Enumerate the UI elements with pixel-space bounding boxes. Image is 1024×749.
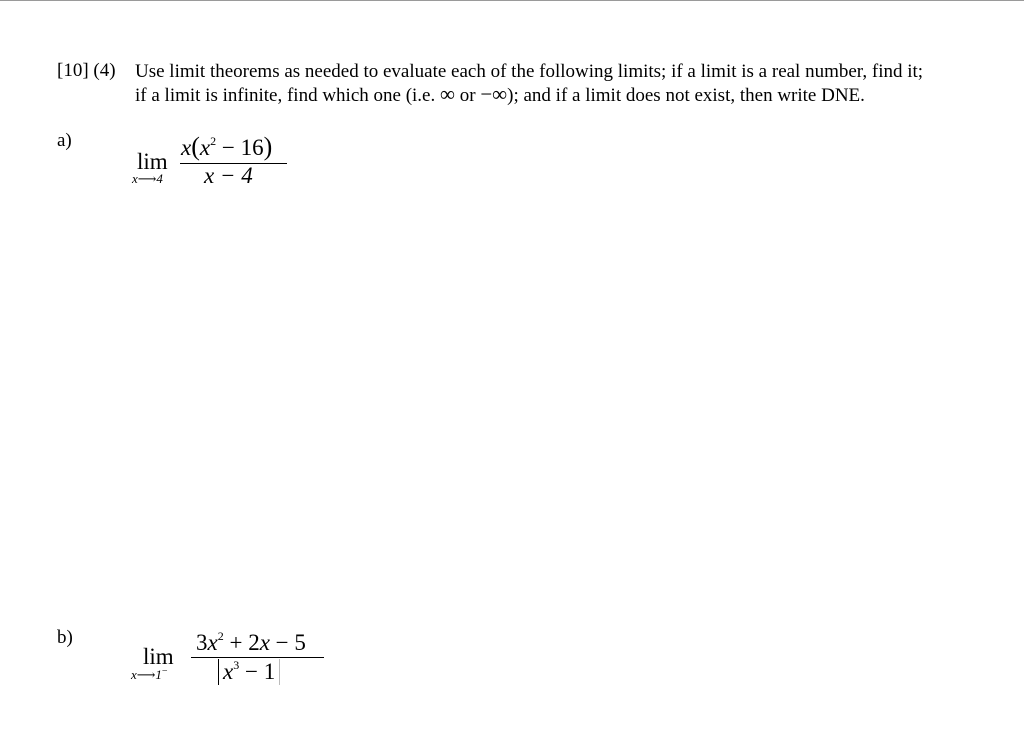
infinity-symbol: ∞	[440, 82, 455, 106]
approach-sign: −	[161, 666, 168, 677]
instructions-or: or	[454, 85, 481, 106]
part-b-lim: lim	[143, 644, 174, 669]
den-rest: − 1	[239, 659, 276, 684]
num-rest2: − 5	[269, 630, 306, 655]
part-a-label: a)	[57, 130, 72, 151]
num-exponent: 2	[210, 134, 217, 148]
part-a-lim: lim	[137, 149, 168, 174]
num-var: x	[207, 630, 218, 655]
part-b-approach	[131, 665, 168, 682]
num-exponent: 2	[217, 629, 224, 643]
part-a-approach: x⟶4	[132, 171, 163, 186]
instructions-line-2-start: if a limit is infinite, find which one (i.e.	[135, 85, 440, 106]
instructions-line-1: Use limit theorems as needed to evaluate each of the following limits; if a limit is a real number, find it;	[135, 61, 924, 82]
part-b-numerator	[196, 630, 306, 656]
abs-bar-left	[218, 659, 219, 685]
close-paren: )	[263, 132, 273, 161]
den-var: x	[223, 659, 234, 684]
problem-number: [10] (4)	[57, 60, 116, 81]
num-rest: + 2	[223, 630, 260, 655]
abs-bar-right	[279, 659, 280, 685]
num-coef: 3	[196, 630, 208, 655]
approach-base: x⟶1	[131, 667, 162, 682]
top-rule	[0, 0, 1024, 1]
part-a-denominator: x − 4	[204, 163, 253, 188]
num-x: x	[181, 135, 192, 160]
instructions-line-2-end: ); and if a limit does not exist, then write DNE.	[507, 85, 865, 106]
num-var: x	[199, 135, 211, 160]
negative-infinity-symbol: −∞	[480, 82, 508, 106]
open-paren: (	[191, 132, 200, 161]
part-b-denominator	[214, 659, 284, 685]
den-exponent: 3	[233, 658, 240, 672]
num-rest: − 16	[216, 135, 264, 160]
num-var2: x	[259, 630, 270, 655]
part-b-label: b)	[57, 627, 73, 648]
instructions-line-2	[135, 83, 995, 107]
problem-instructions	[135, 60, 995, 107]
part-a-numerator	[181, 134, 272, 161]
